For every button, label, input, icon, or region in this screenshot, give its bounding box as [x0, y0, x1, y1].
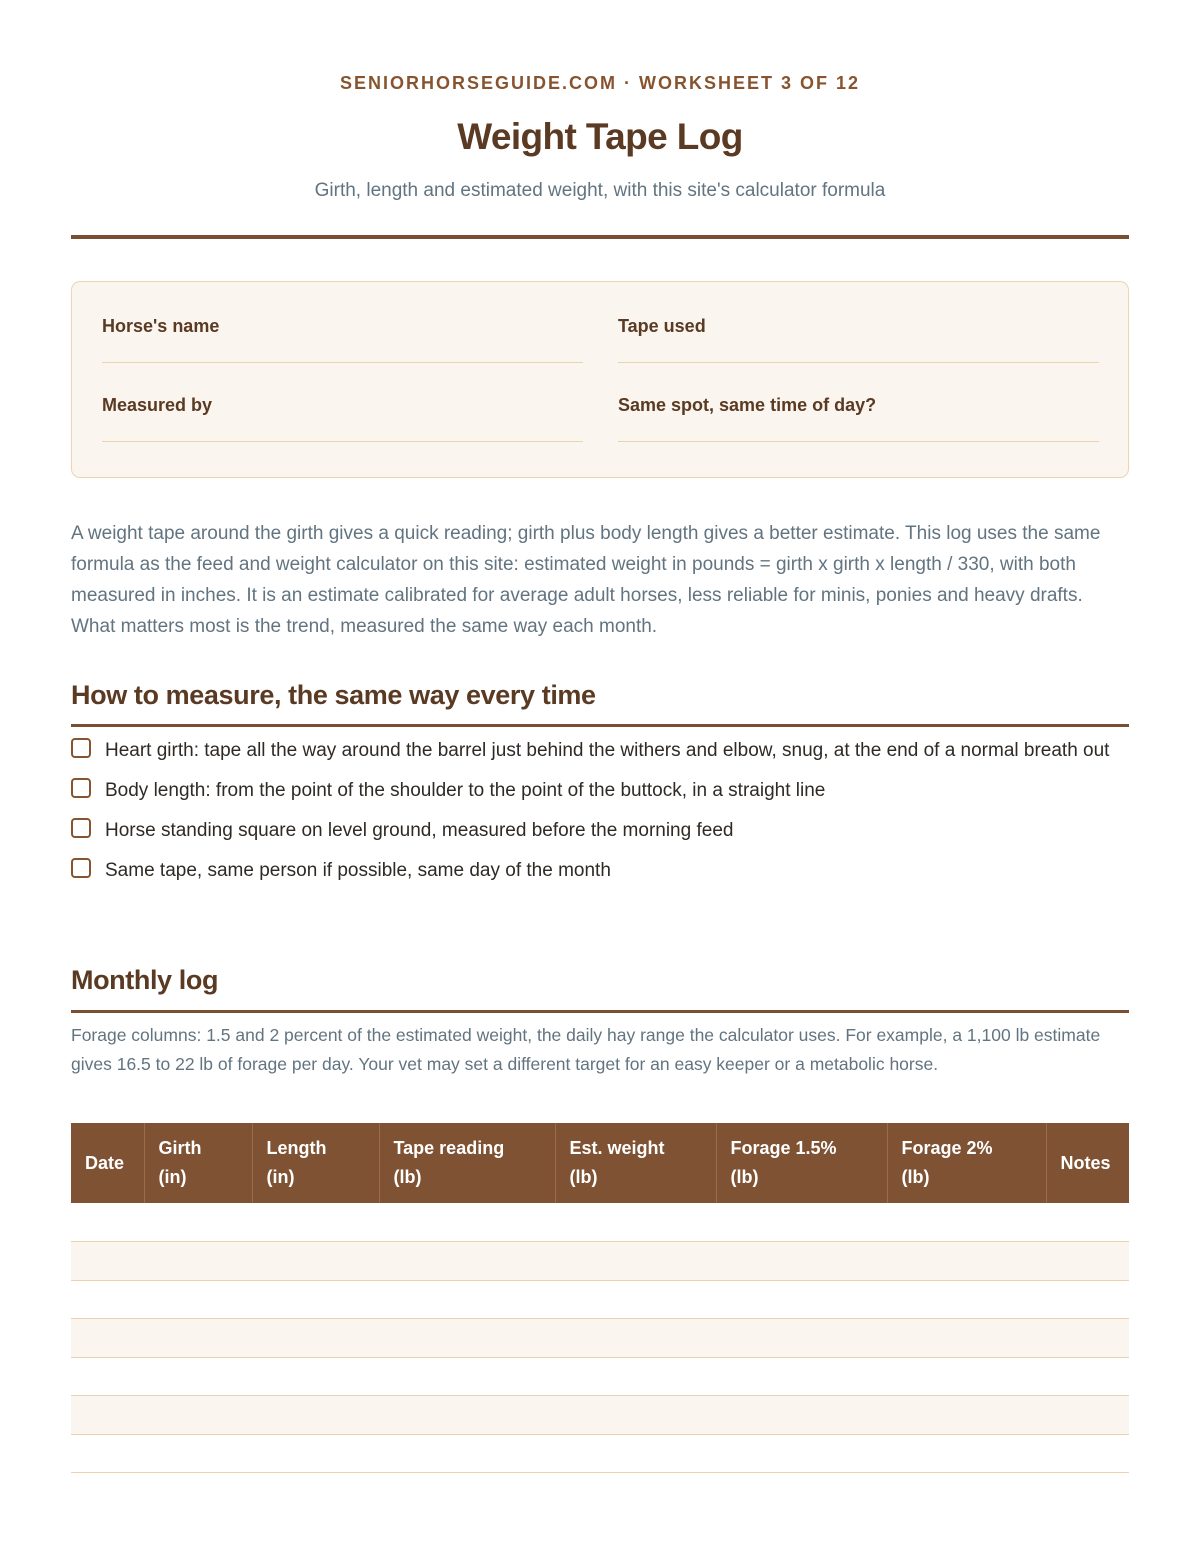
column-header-forage-2: Forage 2% (lb) — [887, 1123, 1046, 1203]
horse-info-box — [71, 281, 1129, 478]
checkbox[interactable] — [71, 778, 91, 798]
column-header-tape-reading: Tape reading (lb) — [379, 1123, 555, 1203]
table-header-row — [71, 1123, 1129, 1203]
checklist-item-text: Body length: from the point of the shoulder to the point of the buttock, in a straight line — [105, 780, 826, 801]
measure-checklist — [71, 736, 1129, 896]
measured-by-label: Measured by — [102, 395, 213, 415]
same-spot-field[interactable] — [618, 395, 1099, 416]
same-spot-line[interactable] — [618, 441, 1099, 442]
table-row — [71, 1319, 1129, 1358]
table-row — [71, 1396, 1129, 1435]
table-row — [71, 1242, 1129, 1281]
intro-paragraph: A weight tape around the girth gives a quick reading; girth plus body length gives a better estimate. This log uses the same formula as the feed and weight calculator on this site: estimated weight in pounds = girth x girth x length / 330, with both measured in inches. It is an estimate calibrated for average adult horses, less reliable for minis, ponies and heavy drafts. What matters most is the trend, measured the same way each month. — [71, 523, 1101, 637]
log-divider — [71, 1010, 1129, 1013]
same-spot-label: Same spot, same time of day? — [618, 395, 877, 415]
log-rows — [71, 1203, 1129, 1473]
table-row — [71, 1280, 1129, 1319]
checkbox[interactable] — [71, 738, 91, 758]
monthly-log-table — [71, 1123, 1129, 1473]
checklist-item-text: Heart girth: tape all the way around the barrel just behind the withers and elbow, snug, at the end of a normal breath out — [105, 740, 1110, 761]
checklist-item-text: Horse standing square on level ground, measured before the morning feed — [105, 820, 734, 841]
log-note: Forage columns: 1.5 and 2 percent of the estimated weight, the daily hay range the calculator uses. For example, a 1,100 lb estimate gives 16.5 to 22 lb of forage per day. Your vet may set a different target for an easy keeper or a metabolic horse. — [71, 1025, 1101, 1074]
header-divider — [71, 235, 1129, 239]
measure-heading: How to measure, the same way every time — [71, 680, 596, 710]
column-header-length: Length (in) — [252, 1123, 379, 1203]
tape-used-label: Tape used — [618, 316, 706, 336]
page-subtitle: Girth, length and estimated weight, with this site's calculator formula — [314, 180, 886, 201]
checklist-item — [71, 736, 1129, 765]
column-header-date: Date — [71, 1123, 144, 1203]
measured-by-field[interactable] — [102, 395, 583, 416]
column-header-est-weight: Est. weight (lb) — [555, 1123, 716, 1203]
measured-by-line[interactable] — [102, 441, 583, 442]
column-header-forage-1-5: Forage 1.5% (lb) — [716, 1123, 887, 1203]
checklist-item-text: Same tape, same person if possible, same day of the month — [105, 860, 611, 881]
page-title: Weight Tape Log — [457, 116, 743, 157]
tape-used-line[interactable] — [618, 362, 1099, 363]
table-row — [71, 1357, 1129, 1396]
column-header-girth: Girth (in) — [144, 1123, 252, 1203]
log-heading: Monthly log — [71, 965, 219, 995]
checkbox[interactable] — [71, 818, 91, 838]
checklist-item — [71, 856, 1129, 885]
tape-used-field[interactable] — [618, 316, 1099, 337]
checkbox[interactable] — [71, 858, 91, 878]
horse-name-line[interactable] — [102, 362, 583, 363]
measure-divider — [71, 724, 1129, 727]
table-row — [71, 1434, 1129, 1473]
checklist-item — [71, 816, 1129, 845]
horse-name-label: Horse's name — [102, 316, 220, 336]
horse-name-field[interactable] — [102, 316, 583, 337]
worksheet-eyebrow: SENIORHORSEGUIDE.COM · WORKSHEET 3 OF 12 — [339, 73, 861, 93]
column-header-notes: Notes — [1046, 1123, 1129, 1203]
table-row — [71, 1203, 1129, 1242]
checklist-item — [71, 776, 1129, 805]
